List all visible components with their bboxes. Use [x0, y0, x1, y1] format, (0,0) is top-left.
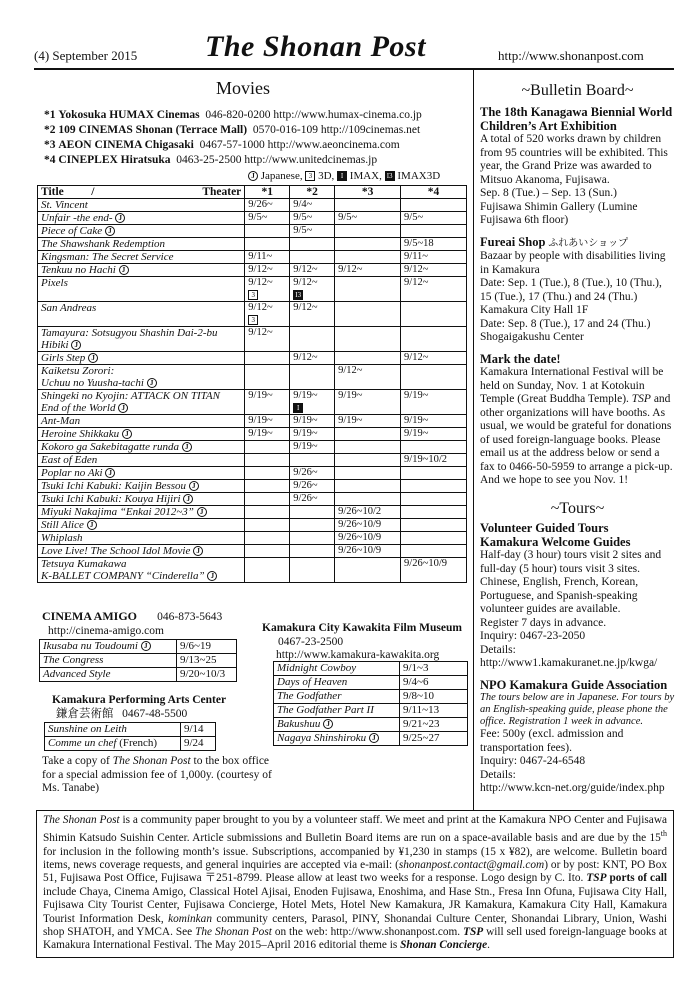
- 3d-icon: 3: [305, 171, 315, 181]
- show-dates: 9/26~10/9: [338, 545, 382, 556]
- kpac-note: Take a copy of The Shonan Post to the box office for a special admission fee of 1,000y. (courtesy of Ms. Tanabe): [42, 755, 272, 794]
- footer-box: The Shonan Post is a community paper brought to you by a volunteer staff. We meet and print at the Kamakura NPO Center and Fujisawa Shimin Katsudo Suishin Center. Article submissions and Bulletin Board items are run on a space-available basis and are due by the 15th for inclusion in the following month’s issue. Subscriptions, accompanied by ¥1,230 in stamps (15 x ¥82), are welcome. Bulletin board items, news coverage requests, and general inquiries are accepted via e-mail: (shonanpost.contact@gmail.com) or by post: KNT, PO Box 51, Fujisawa Post Office, Fujisawa 〒251-8799. Please allow at least two weeks for a response. Logo design by C. Ito. TSP ports of call include Chaya, Cinema Amigo, Classical Hotel Ajisai, Enoden Fujisawa, Enoshima, and Hase Stn., Fresa Inn Ofuna, Fujisawa City Hall, Fujisawa City Tourist Center, Fujisawa Concierge, Hotel Mets, Hotel New Kamakura, JR Kamakura, Kamakura City Hall, Kamakura Tourist Information Desk, kominkan community centers, Parasol, PINY, Shonandai Culture Center, Shonandai Library, Union, Washi shop SHATOH, and YMCA. See The Shonan Post on the web: http://www.shonanpost.com. TSP will sell used foreign-language books at Kamakura International Festival. The May 2015–April 2016 editorial theme is Shonan Concierge.: [36, 810, 674, 958]
- movie-title: Miyuki Nakajima “Enkai 2012~3”: [41, 506, 194, 518]
- movie-title: Kokoro ga Sakebitagatte runda: [41, 441, 179, 453]
- show-dates: 9/12~: [248, 277, 273, 288]
- show-dates: 9/26~: [293, 480, 318, 491]
- movie-title: Whiplash: [41, 532, 83, 544]
- movie-title-line2: Hibiki: [41, 339, 69, 351]
- table-row: [38, 480, 467, 493]
- movie-title: Tsuki Ichi Kabuki: Kaijin Bessou: [41, 480, 187, 492]
- show-dates: 9/12~: [248, 327, 273, 338]
- movies-table: [37, 185, 467, 583]
- show-dates: 9/19~: [338, 415, 363, 426]
- movie-title: Girls Step: [41, 352, 86, 364]
- table-row: [38, 327, 467, 352]
- movie-title: Love Live! The School Idol Movie: [41, 545, 191, 557]
- col-header-2: *2: [290, 186, 335, 199]
- col-header-4: *4: [401, 186, 467, 199]
- table-row: [38, 365, 467, 390]
- movie-title: Heroine Shikkaku: [41, 428, 120, 440]
- mark-the-date-body: Kamakura International Festival will be held on Sunday, Nov. 1 at Kotokuin Temple (Great Buddha Temple). TSP and other organizations will have booths. As usual, we would be grateful for donations of used foreign-language books. Please email us at the address below or send a fax to 0466-50-5959 to arrange a pick-up. And we hope to see you Nov. 1!: [480, 366, 673, 486]
- table-row: [38, 454, 467, 467]
- movie-title: Ant-Man: [41, 415, 81, 427]
- table-row: [38, 277, 467, 302]
- art-exhibition-body: A total of 520 works drawn by children from 95 countries will be exhibited. This year, the Grand Prize was awarded to Mitsuo Akanoma, Fujisawa.: [480, 133, 668, 186]
- cinema-3: *3 AEON CINEMA Chigasaki 0467-57-1000 http://www.aeoncinema.com: [44, 139, 400, 151]
- show-dates: 9/5~: [338, 212, 358, 223]
- show-dates: 9/19~: [404, 428, 429, 439]
- table-row: [38, 225, 467, 238]
- show-dates: 9/19~: [248, 428, 273, 439]
- show-dates: 9/11~: [404, 251, 428, 262]
- japanese-icon: J: [122, 429, 132, 439]
- table-row: [38, 390, 467, 415]
- show-dates: 9/5~: [404, 212, 424, 223]
- japanese-icon: J: [182, 442, 192, 452]
- movie-title: Tamayura: Sotsugyou Shashin Dai-2-bu: [41, 327, 218, 339]
- art-exhibition-place: Fujisawa Shimin Gallery (Lumine Fujisawa 6th floor): [480, 200, 638, 226]
- movie-title: Piece of Cake: [41, 225, 103, 237]
- table-row: [38, 558, 467, 583]
- table-row: Ikusaba nu Toudoumi J 9/6~19: [40, 640, 237, 654]
- japanese-icon: J: [105, 226, 115, 236]
- title-theater-header: Title / Theater: [38, 186, 245, 199]
- show-dates: 9/26~: [293, 467, 318, 478]
- movie-title: Tenkuu no Hachi: [41, 264, 116, 276]
- table-row: [38, 302, 467, 327]
- movies-heading: Movies: [216, 78, 270, 98]
- movie-title: Unfair -the end-: [41, 212, 113, 224]
- show-dates: 9/5~: [293, 225, 313, 236]
- show-dates: 9/11~: [248, 251, 273, 262]
- kawakita-table: [273, 661, 468, 746]
- cinema-list: [44, 108, 422, 168]
- cinema-4: *4 CINEPLEX Hiratsuka 0463-25-2500 http://www.unitedcinemas.jp: [44, 154, 378, 166]
- movie-title: Kingsman: The Secret Service: [41, 251, 174, 263]
- show-dates: 9/12~: [293, 277, 318, 288]
- movie-title-line2: End of the World: [41, 402, 116, 414]
- table-row: [38, 199, 467, 212]
- kpac-table: [44, 722, 216, 751]
- show-dates: 9/5~18: [404, 238, 434, 249]
- cinema-2: *2 109 CINEMAS Shonan (Terrace Mall) 0570-016-109 http://109cinemas.net: [44, 124, 421, 136]
- imax-icon: I: [337, 171, 347, 181]
- japanese-icon: J: [105, 468, 115, 478]
- table-row: Advanced Style 9/20~10/3: [40, 668, 237, 682]
- table-row: [38, 428, 467, 441]
- table-row: Midnight Cowboy 9/1~3: [274, 662, 468, 676]
- show-dates: 9/12~: [248, 302, 273, 313]
- show-dates: 9/12~: [404, 277, 429, 288]
- show-dates: 9/12~: [293, 352, 318, 363]
- masthead-title: The Shonan Post: [205, 30, 426, 63]
- table-row: [38, 545, 467, 558]
- show-dates: 9/26~10/9: [338, 532, 382, 543]
- imax3d-icon: I3: [385, 171, 395, 181]
- imax3d-icon: I3: [293, 290, 303, 300]
- movie-title: Shingeki no Kyojin: ATTACK ON TITAN: [41, 390, 220, 402]
- issue-date: (4) September 2015: [34, 48, 138, 63]
- japanese-icon: J: [183, 494, 193, 504]
- japanese-icon: J: [147, 378, 157, 388]
- kpac-header: Kamakura Performing Arts Center: [52, 694, 227, 706]
- table-row: The Congress 9/13~25: [40, 654, 237, 668]
- japanese-icon: J: [189, 481, 199, 491]
- show-dates: 9/19~: [293, 415, 318, 426]
- table-row: Sunshine on Leith 9/14: [45, 723, 216, 737]
- table-row: [38, 467, 467, 480]
- movie-title: Pixels: [41, 277, 68, 289]
- table-row: The Godfather Part II 9/11~13: [274, 704, 468, 718]
- movie-title-line2: K-BALLET COMPANY “Cinderella”: [41, 570, 205, 582]
- show-dates: 9/12~: [293, 302, 318, 313]
- japanese-icon: J: [88, 353, 98, 363]
- movie-title: Poplar no Aki: [41, 467, 103, 479]
- table-row: Days of Heaven 9/4~6: [274, 676, 468, 690]
- show-dates: 9/5~: [293, 212, 313, 223]
- col-header-3: *3: [335, 186, 401, 199]
- art-exhibition-title: The 18th Kanagawa Biennial World Children’s Art Exhibition: [480, 105, 673, 133]
- show-dates: 9/26~10/9: [404, 558, 448, 569]
- tours-heading: ~Tours~: [550, 500, 605, 517]
- contact-email[interactable]: shonanpost.contact@gmail.com: [398, 858, 545, 871]
- kawakita-url[interactable]: http://www.kamakura-kawakita.org: [276, 649, 440, 661]
- mark-the-date-title: Mark the date!: [480, 351, 561, 366]
- format-legend: J Japanese, 3 3D, I IMAX, I3 IMAX3D: [248, 170, 440, 182]
- show-dates: 9/19~: [293, 428, 318, 439]
- table-row: [38, 251, 467, 264]
- movie-title-line2: Uchuu no Yuusha-tachi: [41, 377, 144, 389]
- show-dates: 9/19~: [293, 441, 318, 452]
- table-header-row: [38, 186, 467, 199]
- show-dates: 9/19~: [404, 390, 429, 401]
- tours-section: Volunteer Guided Tours Kamakura Welcome Guides Half-day (3 hour) tours visit 2 sites and full-day (5 hour) tours visit 3 sites. Chinese, English, French, Korean, Portuguese, and Spanish-speaking volunteer guides are available. Register 7 days in advance. Inquiry: 0467-23-2050 Details: http://www1.kamakuranet.ne.jp/kwga/ NPO Kamakura Guide Association The tours below are in Japanese. For tours by an English-speaking guide, please phone the office. Registration 1 week in advance. Fee: 500y (excl. admission and transportation fees). Inquiry: 0467-24-6548 Details: http://www.kcn-net.org/guide/index.php: [480, 521, 675, 794]
- bulletin-board-heading: ~Bulletin Board~: [521, 82, 634, 99]
- show-dates: 9/19~10/2: [404, 454, 448, 465]
- table-row: [38, 212, 467, 225]
- show-dates: 9/4~: [293, 199, 313, 210]
- kawakita-phone: 0467-23-2500: [278, 636, 344, 648]
- movie-title: St. Vincent: [41, 199, 88, 211]
- cinema-amigo-table: [39, 639, 237, 682]
- movie-title: The Shawshank Redemption: [41, 238, 166, 250]
- table-row: [38, 352, 467, 365]
- japanese-icon: J: [87, 520, 97, 530]
- japanese-icon: J: [193, 546, 203, 556]
- japanese-icon: J: [207, 571, 217, 581]
- bulletin-board-section: The 18th Kanagawa Biennial World Children’s Art Exhibition A total of 520 works drawn by children from 95 countries will be exhibited. This year, the Grand Prize was awarded to Mitsuo Akanoma, Fujisawa. Sep. 8 (Tue.) – Sep. 13 (Sun.) Fujisawa Shimin Gallery (Lumine Fujisawa 6th floor) Fureai Shop ふれあいショップ Bazaar by people with disabilities living in Kamakura Date: Sep. 1 (Tue.), 8 (Tue.), 10 (Thu.), 15 (Tue.), 17 (Thu.) and 24 (Thu.) Kamakura City Hall 1F Date: Sep. 8 (Tue.), 17 and 24 (Thu.) Shogaigakushu Center Mark the date! Kamakura International Festival will be held on Sunday, Nov. 1 at Kotokuin Temple (Great Buddha Temple). TSP and other organizations will have booths. As usual, we would be grateful for donations of used foreign-language books. Please email us at the address below or send a fax to 0466-50-5959 to arrange a pick-up. And we hope to see you Nov. 1!: [480, 106, 675, 488]
- table-row: [38, 506, 467, 519]
- japanese-icon: J: [323, 719, 333, 729]
- cinema-1: *1 Yokosuka HUMAX Cinemas 046-820-0200 http://www.humax-cinema.co.jp: [44, 109, 422, 121]
- show-dates: 9/26~10/2: [338, 506, 382, 517]
- show-dates: 9/12~: [248, 264, 273, 275]
- table-row: [38, 264, 467, 277]
- 3d-icon: 3: [248, 315, 258, 325]
- table-row: [38, 532, 467, 545]
- show-dates: 9/19~: [338, 390, 363, 401]
- show-dates: 9/12~: [293, 264, 318, 275]
- show-dates: 9/26~: [248, 199, 273, 210]
- movie-title: Still Alice: [41, 519, 84, 531]
- show-dates: 9/26~10/9: [338, 519, 382, 530]
- table-row: The Godfather 9/8~10: [274, 690, 468, 704]
- kawakita-header: Kamakura City Kawakita Film Museum: [262, 622, 462, 634]
- show-dates: 9/26~: [293, 493, 318, 504]
- col-header-1: *1: [245, 186, 290, 199]
- movie-title: Kaiketsu Zorori:: [41, 365, 115, 377]
- movie-title: Tetsuya Kumakawa: [41, 558, 127, 570]
- fureai-shop-heading: Fureai Shop ふれあいショップ: [480, 234, 629, 249]
- table-row: [38, 519, 467, 532]
- show-dates: 9/19~: [293, 390, 318, 401]
- japanese-icon: J: [197, 507, 207, 517]
- table-row: [38, 238, 467, 251]
- japanese-icon: J: [71, 340, 81, 350]
- movie-title: Tsuki Ichi Kabuki: Kouya Hijiri: [41, 493, 181, 505]
- japanese-icon: J: [369, 733, 379, 743]
- kpac-contact: 鎌倉芸術館 0467-48-5500: [56, 708, 188, 720]
- show-dates: 9/19~: [248, 390, 273, 401]
- 3d-icon: 3: [248, 290, 258, 300]
- show-dates: 9/19~: [404, 415, 429, 426]
- movie-title: San Andreas: [41, 302, 97, 314]
- show-dates: 9/12~: [338, 264, 363, 275]
- cinema-amigo-url[interactable]: http://cinema-amigo.com: [48, 625, 164, 637]
- header-rule: [34, 68, 674, 70]
- show-dates: 9/12~: [338, 365, 363, 376]
- show-dates: 9/5~: [248, 212, 268, 223]
- column-divider: [473, 70, 474, 810]
- imax-icon: I: [293, 403, 303, 413]
- japanese-icon: J: [141, 641, 151, 651]
- table-row: Comme un chef (French) 9/24: [45, 737, 216, 751]
- npo-url[interactable]: http://www.kcn-net.org/guide/index.php: [480, 782, 665, 794]
- table-row: Nagaya Shinshiroku J 9/25~27: [274, 732, 468, 746]
- japanese-icon: J: [119, 265, 129, 275]
- table-row: [38, 441, 467, 454]
- table-row: [38, 493, 467, 506]
- japanese-icon: J: [118, 403, 128, 413]
- table-row: Bakushuu J 9/21~23: [274, 718, 468, 732]
- show-dates: 9/19~: [248, 415, 273, 426]
- movie-title: East of Eden: [41, 454, 98, 466]
- japanese-icon: J: [115, 213, 125, 223]
- table-row: [38, 415, 467, 428]
- japanese-icon: J: [248, 171, 258, 181]
- show-dates: 9/12~: [404, 352, 429, 363]
- website-url[interactable]: http://www.shonanpost.com: [498, 48, 644, 63]
- show-dates: 9/12~: [404, 264, 429, 275]
- kwg-url[interactable]: http://www1.kamakuranet.ne.jp/kwga/: [480, 657, 658, 669]
- cinema-amigo-header: CINEMA AMIGO 046-873-5643: [42, 609, 223, 623]
- art-exhibition-dates: Sep. 8 (Tue.) – Sep. 13 (Sun.): [480, 187, 617, 199]
